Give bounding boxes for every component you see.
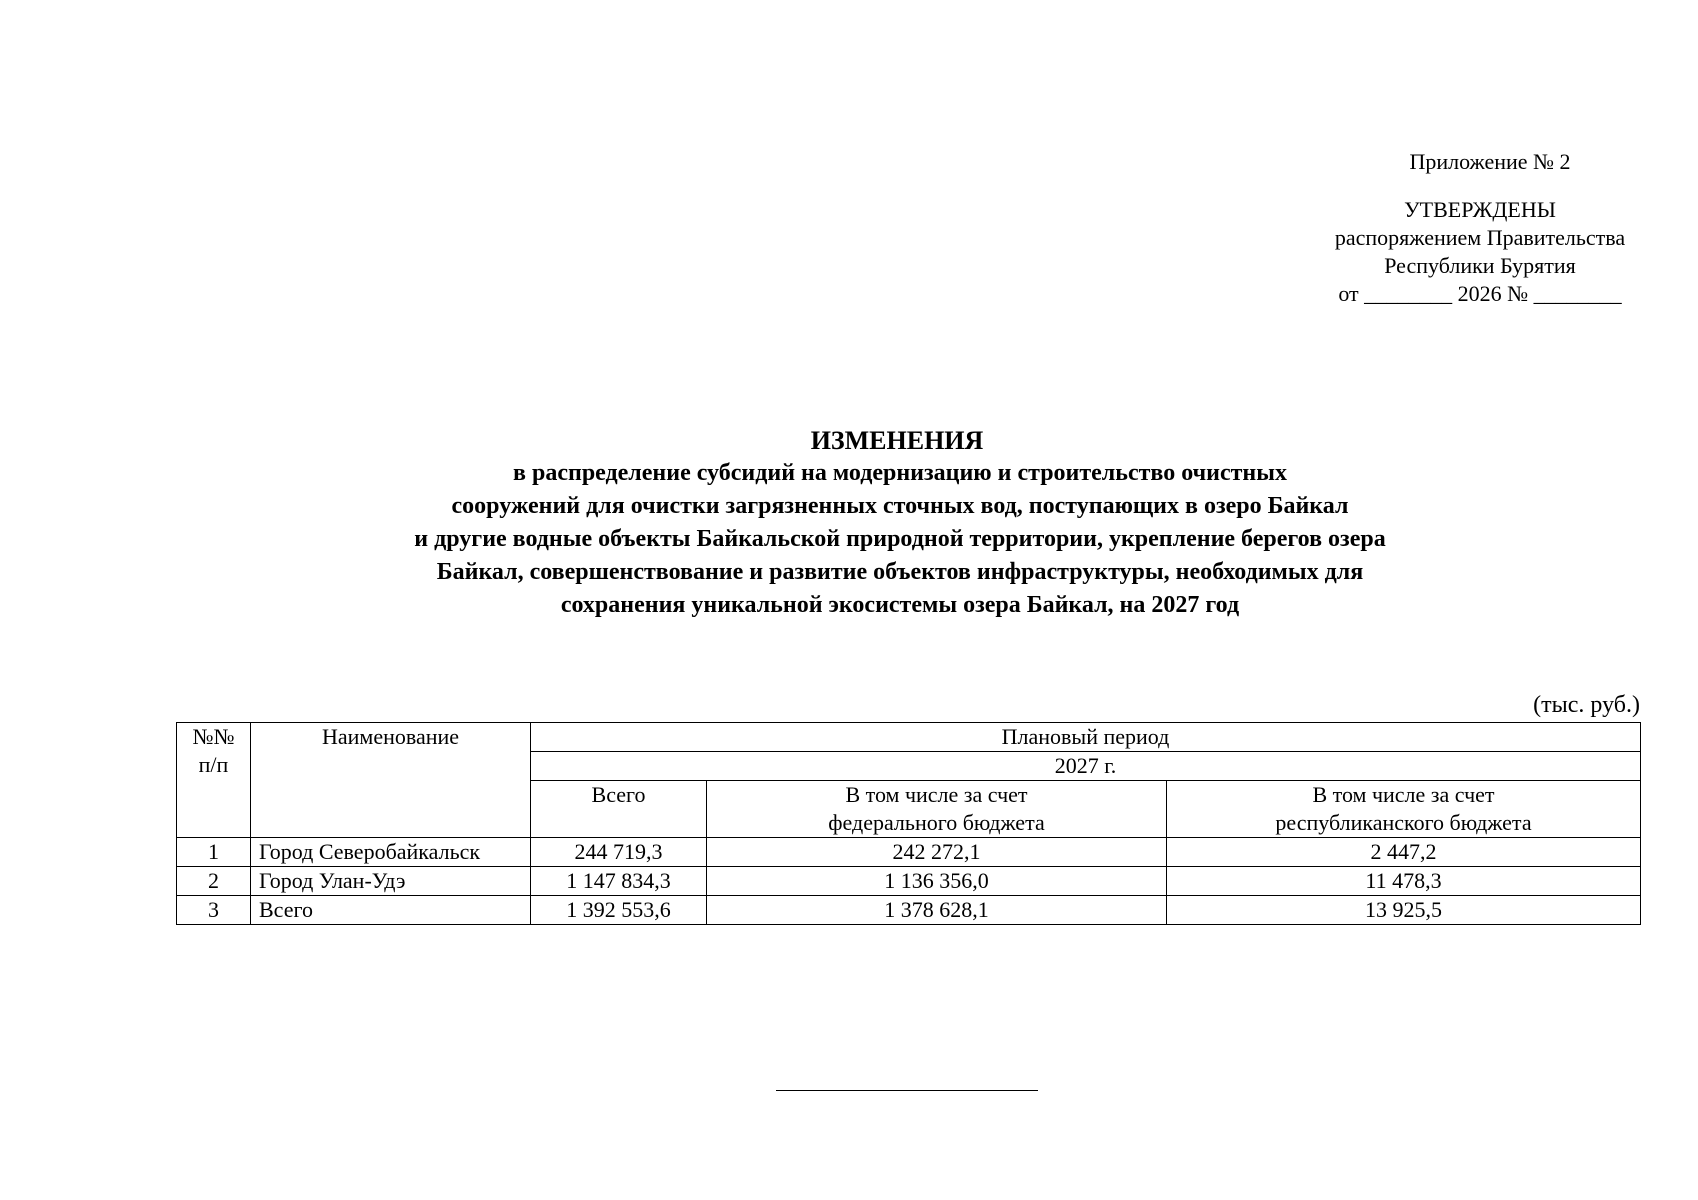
header-plan-period: Плановый период (531, 723, 1641, 752)
header-num-line1: №№ (192, 724, 235, 749)
header-federal-line1: В том числе за счет (845, 782, 1028, 807)
header-federal (707, 781, 1167, 838)
units-label: (тыс. руб.) (1533, 692, 1640, 718)
header-num (177, 723, 251, 838)
row-num: 3 (177, 896, 251, 925)
table-header-row (177, 723, 1641, 752)
header-year: 2027 г. (531, 752, 1641, 781)
table-row (177, 867, 1641, 896)
header-num-line2: п/п (198, 752, 229, 777)
row-republic: 13 925,5 (1167, 896, 1641, 925)
header-name: Наименование (251, 723, 531, 838)
header-republic-line2: республиканского бюджета (1275, 810, 1532, 835)
row-federal: 1 378 628,1 (707, 896, 1167, 925)
row-republic: 2 447,2 (1167, 838, 1641, 867)
row-total: 244 719,3 (531, 838, 707, 867)
approval-date-line: от ________ 2026 № ________ (1338, 281, 1622, 306)
approval-republic-line: Республики Бурятия (1384, 253, 1576, 278)
header-republic-line1: В том числе за счет (1312, 782, 1495, 807)
title-heading: ИЗМЕНЕНИЯ (810, 426, 984, 455)
annex-number: Приложение № 2 (1409, 149, 1571, 174)
document-title (290, 424, 1510, 622)
row-total: 1 392 553,6 (531, 896, 707, 925)
approval-order-line: распоряжением Правительства (1334, 225, 1626, 250)
subsidy-table (176, 722, 1641, 925)
row-republic: 11 478,3 (1167, 867, 1641, 896)
approval-block (1290, 148, 1670, 308)
title-line: в распределение субсидий на модернизацию и строительство очистных (513, 460, 1287, 486)
row-federal: 1 136 356,0 (707, 867, 1167, 896)
header-republic (1167, 781, 1641, 838)
row-num: 2 (177, 867, 251, 896)
row-federal: 242 272,1 (707, 838, 1167, 867)
title-line: и другие водные объекты Байкальской природной территории, укрепление берегов озера (414, 526, 1386, 552)
table-row (177, 838, 1641, 867)
header-federal-line2: федерального бюджета (828, 810, 1045, 835)
title-line: сохранения уникальной экосистемы озера Байкал, на 2027 год (560, 592, 1240, 618)
table-row (177, 896, 1641, 925)
title-line: Байкал, совершенствование и развитие объектов инфраструктуры, необходимых для (436, 559, 1364, 585)
row-name: Всего (251, 896, 531, 925)
end-divider (776, 1090, 1038, 1091)
row-name: Город Северобайкальск (251, 838, 531, 867)
approved-label: УТВЕРЖДЕНЫ (1404, 197, 1556, 222)
row-name: Город Улан-Удэ (251, 867, 531, 896)
header-total: Всего (531, 781, 707, 838)
row-total: 1 147 834,3 (531, 867, 707, 896)
row-num: 1 (177, 838, 251, 867)
title-line: сооружений для очистки загрязненных сточных вод, поступающих в озеро Байкал (451, 493, 1349, 519)
